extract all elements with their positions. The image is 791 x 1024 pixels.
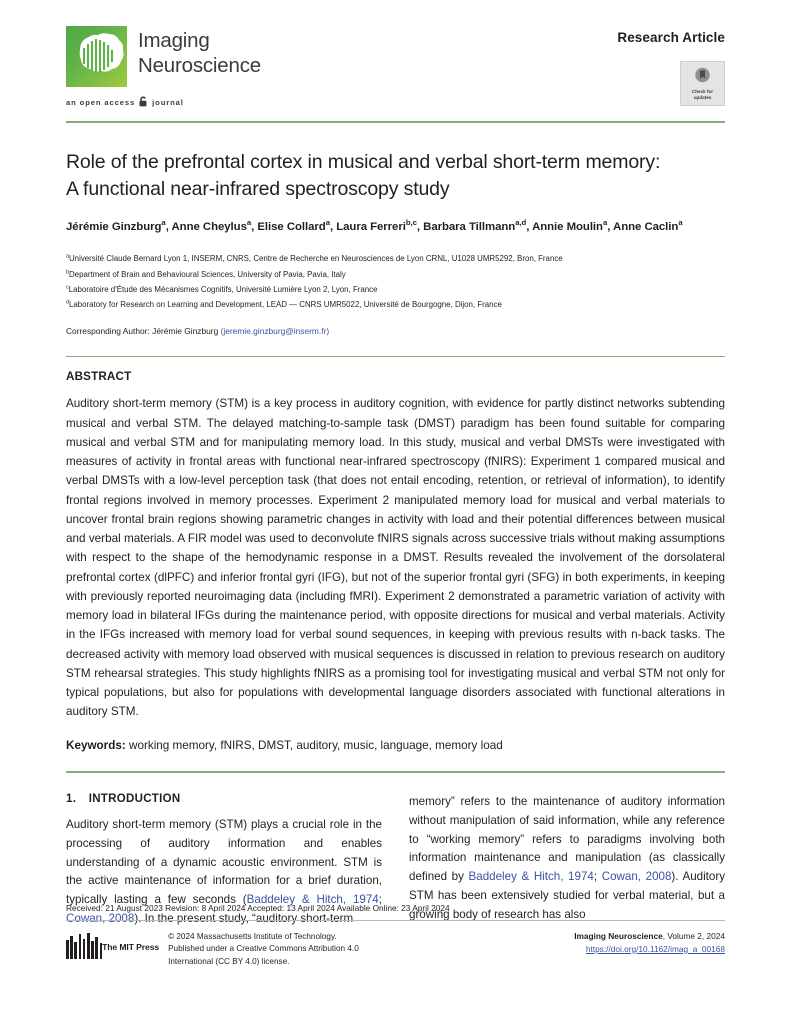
author-name: Anne Cheylus$^a$ — [171, 218, 252, 234]
citation-cowan-2008[interactable]: Cowan, 2008 — [66, 911, 135, 925]
publication-dates: Received: 21 August 2023 Revision: 8 April 2024 Accepted: 13 April 2024 Available Online: 23 April 2024 — [66, 903, 450, 914]
page-title — [66, 149, 725, 204]
journal-title-line2: Neuroscience — [138, 54, 261, 77]
affiliation-marker: a — [66, 253, 69, 260]
corresponding-label: Corresponding Author: — [66, 325, 150, 336]
intro-left-text-a: Auditory short-term memory (STM) plays a crucial role in the processing of auditory information and enables understanding of a dynamic acoustic environment. STM is the active maintenance of information for a brief duration, typically lasting a few seconds ( — [66, 817, 382, 907]
bookmark-icon — [695, 67, 710, 88]
article-type-label: Research Article — [617, 30, 725, 45]
author-name: Elise Collard$^a$ — [257, 218, 330, 234]
masthead-divider — [66, 121, 725, 123]
copyright-text — [168, 931, 359, 968]
affiliation-item: $^d$Laboratory for Research on Learning and Development, LEAD — CNRS UMR5022, Université de Bourgogne, Dijon, France — [66, 299, 502, 310]
keywords-values: working memory, fNIRS, DMST, auditory, music, language, memory load — [129, 738, 503, 752]
abstract-top-divider — [66, 356, 725, 358]
doi-link[interactable]: https://doi.org/10.1162/imag_a_00168 — [585, 943, 725, 954]
open-lock-icon — [139, 96, 148, 109]
affiliation-marker: d — [66, 299, 69, 306]
corresponding-name: Jérémie Ginzburg — [152, 325, 219, 336]
tagline-text-after: journal — [152, 97, 184, 107]
journal-citation-volume: , Volume 2, 2024 — [662, 931, 725, 942]
journal-brand — [66, 26, 261, 109]
author-affiliation-marker: a — [325, 218, 330, 228]
author-list: Jérémie Ginzburg$^a$, Anne Cheylus$^a$, Elise Collard$^a$, Laura Ferreri$^{b,c}$, Barbara Tillmann$^{a,d}$, Annie Moulin$^a$, Anne Caclin$^a$ — [66, 218, 683, 234]
author-name: Annie Moulin$^a$ — [532, 218, 608, 234]
keywords-label: Keywords: — [66, 738, 126, 752]
affiliation-item: $^a$Université Claude Bernard Lyon 1, INSERM, CNRS, Centre de Recherche en Neurosciences de Lyon CRNL, U1028 UMR5292, Bron, France — [66, 253, 563, 264]
crossmark-line1: Check for — [691, 88, 714, 94]
author-affiliation-marker: b,c — [405, 218, 417, 228]
affiliation-marker: c — [66, 284, 69, 291]
affiliation-marker: b — [66, 268, 69, 275]
crossmark-line2: updates — [693, 95, 712, 100]
citation-cowan-2008-right[interactable]: Cowan, 2008 — [601, 870, 672, 884]
journal-citation-name: Imaging Neuroscience — [574, 931, 663, 942]
affiliation-list — [66, 251, 725, 313]
intro-right-text-b: ). Auditory STM has been extensively studied for verbal material, but a growing body of research has also — [409, 870, 726, 921]
title-line-1: Role of the prefrontal cortex in musical and verbal short-term memory: — [66, 150, 661, 173]
citation-baddeley-hitch-1974[interactable]: Baddeley & Hitch, 1974 — [246, 893, 379, 907]
abstract-text: Auditory short-term memory (STM) is a key process in auditory cognition, with evidence for partly distinct networks subtending musical and verbal STM. The delayed matching-to-sample task (DMST) paradigm has been found suitable for comparing musical and verbal STM and for manipulating memory load. In this study, musical and verbal DMSTs were investigated with measures of activity in frontal areas with functional near-infrared spectroscopy (fNIRS): Experiment 1 compared musical and verbal DMSTs with a low-level perception task (that does not entail encoding, retention, or retrieval of information), to identify frontal regions involved in memory processes. Experiment 2 manipulated memory load for musical and verbal materials to uncover frontal brain regions showing parametric changes in activity with load and their potential differences between musical and verbal materials. A FIR model was used to deconvolute fNIRS signals across successive trials without making assumptions with respect to the shape of the hemodynamic response in a DMST. Results revealed the involvement of the dorsolateral prefrontal cortex (dlPFC) and inferior frontal gyri (IFG), but not of the superior frontal gyri (SFG) in both experiments, in keeping with previously reported neuroimaging data (including fMRI). Experiment 2 demonstrated a parametric variation of activity with memory load in bilateral IFGs during the maintenance period, with opposite directions for musical and verbal materials. Activity in the IFGs increased with memory load for verbal sound sequences, in keeping with previous results with n-back tasks. The decreased activity with memory load observed with musical sequences is discussed in relation to previous research on auditory STM rehearsal strategies. This study highlights fNIRS as a promising tool for investigating musical and verbal STM not only for typical populations, but also for populations with developmental language disorders associated with functional alterations in auditory STM. — [66, 397, 725, 719]
author-name: Barbara Tillmann$^{a,d}$ — [423, 218, 527, 234]
masthead — [66, 0, 725, 109]
check-for-updates-badge[interactable] — [680, 61, 725, 106]
tagline-text-before: an open access — [66, 97, 136, 107]
copyright-line-1: © 2024 Massachusetts Institute of Technology. — [168, 932, 337, 942]
abstract-heading: ABSTRACT — [66, 370, 132, 384]
footer-divider — [66, 920, 725, 921]
masthead-right — [617, 26, 725, 106]
citation-baddeley-hitch-1974-right[interactable]: Baddeley & Hitch, 1974 — [468, 870, 594, 884]
intro-right-text-a: memory” refers to the maintenance of auditory information without manipulation of said information, while any reference to “working memory” refers to paradigms involving both information maintenance and manipulation (as classically defined by — [409, 794, 725, 884]
author-name: Laura Ferreri$^{b,c}$ — [336, 218, 417, 234]
copyright-line-3: International (CC BY 4.0) license. — [168, 956, 290, 966]
journal-citation — [574, 930, 725, 955]
open-access-tagline — [66, 96, 261, 109]
author-affiliation-marker: a — [161, 218, 166, 228]
intro-right-semicolon: ; — [593, 870, 602, 884]
page-footer — [66, 903, 725, 968]
journal-title-line1: Imaging — [138, 29, 210, 52]
keywords-row — [66, 737, 725, 756]
intro-left-semicolon: ; — [378, 893, 382, 907]
author-affiliation-marker: a — [246, 218, 252, 228]
author-name: Jérémie Ginzburg$^a$ — [66, 218, 166, 234]
section-number: 1. — [66, 792, 77, 805]
section-heading-introduction — [66, 793, 382, 805]
affiliation-item: $^c$Laboratoire d'Étude des Mécanismes Cognitifs, Université Lumière Lyon 2, Lyon, France — [66, 284, 378, 294]
author-name: Anne Caclin$^a$ — [613, 218, 683, 234]
brain-waveform-logo — [66, 26, 127, 87]
section-title: INTRODUCTION — [88, 792, 181, 805]
publisher-block — [66, 930, 359, 968]
author-affiliation-marker: a — [678, 218, 683, 228]
abstract-bottom-divider — [66, 771, 725, 773]
corresponding-author — [66, 326, 725, 336]
author-affiliation-marker: a,d — [515, 218, 527, 228]
copyright-line-2: Published under a Creative Commons Attribution 4.0 — [168, 944, 359, 954]
author-affiliation-marker: a — [602, 218, 608, 228]
mit-press-logo-icon — [66, 933, 102, 959]
mit-press-name: The MIT Press — [102, 942, 160, 953]
journal-title — [138, 26, 261, 78]
title-line-2: A functional near-infrared spectroscopy study — [66, 178, 450, 201]
corresponding-email-link[interactable]: (jeremie.ginzburg@inserm.fr) — [220, 325, 330, 336]
intro-left-text-b: ). In the present study, “auditory short-term — [134, 911, 354, 925]
affiliation-item: $^b$Department of Brain and Behavioural Sciences, University of Pavia, Pavia, Italy — [66, 268, 346, 279]
